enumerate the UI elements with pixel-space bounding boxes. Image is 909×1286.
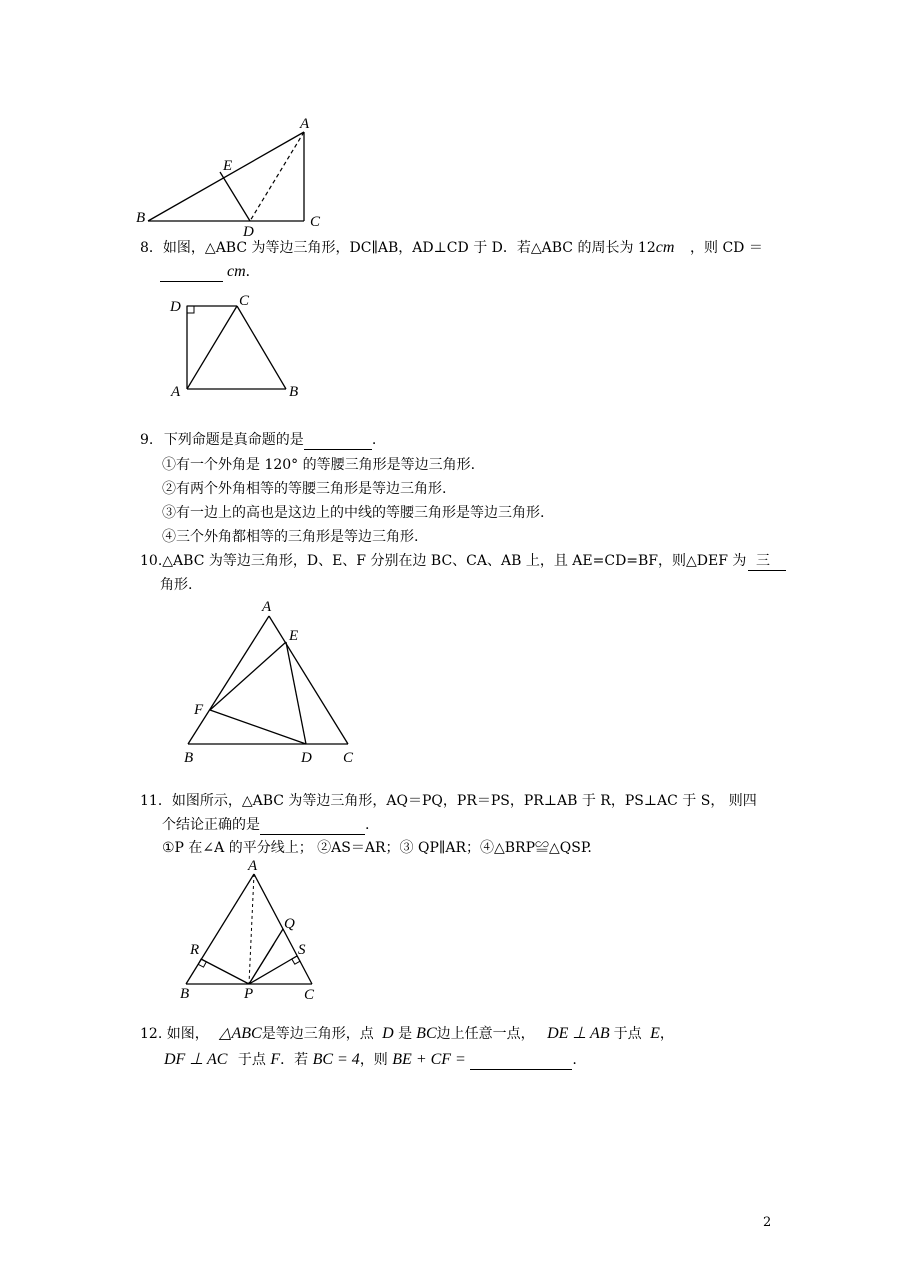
figure-q10 [178, 596, 368, 768]
q12-number: 12. [140, 1026, 163, 1042]
q12-text-4: 边上任意一点， [436, 1026, 535, 1042]
label-a: A [248, 858, 258, 874]
label-b: B [184, 750, 194, 766]
q10-line-2: 角形. [160, 577, 193, 593]
segment-ps [249, 956, 297, 984]
label-f: F [194, 702, 204, 718]
segment-fd [210, 710, 306, 744]
label-r: R [190, 942, 200, 958]
label-a: A [300, 116, 310, 132]
label-d: D [170, 299, 181, 315]
figure-q7 [130, 112, 340, 237]
label-q: Q [284, 916, 295, 932]
segment-pa-ray [249, 944, 274, 984]
q8-unit-1: cm [655, 239, 675, 256]
q8-text-1: 如图，△ABC 为等边三角形，DC∥AB，AD⊥CD 于 D．若△ABC 的周长为 12 [162, 240, 656, 256]
segment-ap-dashed [249, 874, 254, 984]
q9-stem [140, 430, 376, 450]
segment-ab [188, 616, 269, 744]
label-b: B [289, 384, 299, 400]
label-c: C [239, 293, 250, 309]
q8-text-2: ，则 CD ＝ [690, 240, 763, 256]
label-a: A [171, 384, 181, 400]
q12-text-1: 如图， [166, 1026, 209, 1042]
q12-text-9: ，则 [359, 1052, 388, 1068]
q12-math-bc: BC [416, 1025, 437, 1042]
q11-answer-blank[interactable] [260, 818, 365, 835]
q12-text-10: . [572, 1052, 577, 1068]
q10-line-1-end: 三 [756, 553, 770, 569]
label-e: E [289, 628, 299, 644]
q12-math-e: E [650, 1025, 660, 1042]
q11-options: ①P 在∠A 的平分线上； ②AS＝AR；③ QP∥AR；④△BRP≌△QSP. [162, 840, 592, 856]
q8-answer-blank[interactable] [160, 265, 223, 282]
q12-math-bc-4: BC = 4 [312, 1051, 360, 1068]
q8-text-3: ． [245, 264, 260, 280]
q10-text-1: △ABC 为等边三角形，D、E、F 分别在边 BC、CA、AB 上，且 AE=CD=BF，则△DEF 为 [162, 553, 747, 569]
figure-q8 [165, 292, 315, 402]
q12-math-be-cf: BE + CF = [392, 1051, 466, 1068]
label-b: B [136, 210, 146, 226]
right-angle-mark-r [198, 959, 206, 967]
label-s: S [298, 942, 306, 958]
q8-line-2 [160, 262, 260, 282]
q10-line-1 [140, 551, 786, 571]
q11-line-2 [162, 815, 369, 835]
q8-line-1 [140, 238, 674, 258]
q9-number: 9. [140, 432, 154, 448]
q12-text-6: ， [659, 1026, 674, 1042]
q12-math-abc: △ABC [219, 1025, 262, 1042]
segment-ab [186, 874, 254, 984]
segment-ed [286, 642, 306, 744]
label-c: C [343, 750, 354, 766]
q12-math-de-ab: DE ⊥ AB [547, 1025, 610, 1042]
q8-unit-2: cm [227, 263, 246, 280]
q9-stem-text: 下列命题是真命题的是 [163, 432, 304, 448]
q12-text-8: ．若 [280, 1052, 309, 1068]
q12-text-2: 是等边三角形，点 [261, 1026, 374, 1042]
q9-option-1: ①有一个外角是 120° 的等腰三角形是等边三角形. [162, 457, 476, 473]
label-b: B [180, 986, 190, 1002]
segment-ad-dashed [250, 132, 304, 221]
segment-ab [148, 132, 304, 221]
q12-text-5: 于点 [613, 1026, 642, 1042]
q9-answer-blank[interactable] [304, 433, 372, 450]
q12-math-d: D [382, 1025, 394, 1042]
segment-ac [187, 306, 237, 389]
segment-de [220, 172, 250, 221]
q10-number: 10. [140, 553, 163, 569]
q9-option-2: ②有两个外角相等的等腰三角形是等边三角形. [162, 481, 447, 497]
label-d: D [301, 750, 312, 766]
label-p: P [244, 986, 254, 1002]
q11-text-2: 个结论正确的是 [162, 817, 260, 833]
q12-text-7: 于点 [237, 1052, 266, 1068]
q12-text-3: 是 [398, 1026, 413, 1042]
right-angle-mark [187, 306, 194, 313]
label-e: E [223, 158, 233, 174]
q12-line-2 [164, 1050, 577, 1070]
segment-pr [201, 959, 249, 984]
label-c: C [304, 987, 315, 1003]
segment-fe [210, 642, 286, 710]
q11-text-2-end: . [365, 817, 370, 833]
q9-option-4: ④三个外角都相等的三角形是等边三角形. [162, 529, 419, 545]
q12-line-1 [140, 1024, 674, 1044]
q8-number: 8． [140, 240, 163, 256]
q9-end: . [371, 432, 377, 448]
q11-number: 11． [140, 793, 172, 809]
q12-math-f: F [270, 1051, 281, 1068]
label-d: D [243, 224, 254, 237]
q12-math-df-ac: DF ⊥ AC [164, 1051, 228, 1068]
q12-answer-blank[interactable] [470, 1053, 572, 1070]
q9-option-3: ③有一边上的高也是这边上的中线的等腰三角形是等边三角形. [162, 505, 545, 521]
q11-line-1 [140, 791, 757, 811]
q8-line-1-end [690, 238, 763, 258]
q11-text-1: 如图所示，△ABC 为等边三角形，AQ＝PQ，PR＝PS，PR⊥AB 于 R，PS⊥AC 于 S， 则四 [171, 793, 757, 809]
page-number: 2 [763, 1215, 772, 1230]
label-c: C [310, 214, 321, 230]
segment-ac [269, 616, 348, 744]
label-a: A [262, 599, 272, 615]
segment-bc [237, 306, 286, 389]
figure-q11 [170, 856, 330, 1006]
